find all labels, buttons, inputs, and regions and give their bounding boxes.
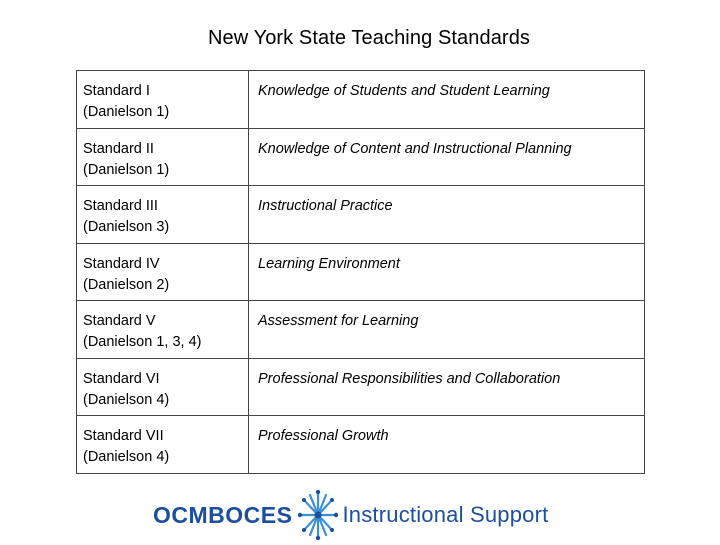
logo-boces-text: BOCES	[208, 501, 293, 528]
standard-name: Standard VI	[83, 370, 160, 387]
table-row	[77, 416, 645, 474]
danielson-ref: (Danielson 1, 3, 4)	[83, 334, 202, 350]
standard-name: Standard IV	[83, 255, 160, 272]
standard-description: Instructional Practice	[249, 186, 645, 244]
standard-description: Professional Responsibilities and Collaboration	[249, 358, 645, 416]
standard-cell	[77, 71, 249, 129]
standard-description: Assessment for Learning	[249, 301, 645, 359]
danielson-ref: (Danielson 4)	[83, 391, 170, 408]
standard-description: Knowledge of Content and Instructional Planning	[249, 128, 645, 186]
standard-cell	[77, 358, 249, 416]
page-title: New York State Teaching Standards	[207, 27, 531, 49]
standard-cell	[77, 128, 249, 186]
table-row	[77, 186, 645, 244]
starburst-icon	[298, 490, 338, 540]
danielson-ref: (Danielson 1)	[83, 161, 170, 178]
standard-name: Standard V	[83, 313, 156, 329]
standards-table	[76, 70, 645, 474]
standard-name: Standard I	[83, 83, 150, 99]
danielson-ref: (Danielson 4)	[83, 449, 170, 465]
standard-name: Standard II	[83, 140, 154, 157]
standard-name: Standard VII	[83, 428, 164, 444]
table-row	[77, 358, 645, 416]
danielson-ref: (Danielson 2)	[83, 276, 170, 293]
standard-name: Standard III	[83, 198, 158, 214]
ocmboces-logo	[153, 490, 548, 540]
standard-description: Professional Growth	[249, 416, 645, 474]
standard-cell	[77, 186, 249, 244]
logo-ocm-text: OCM	[153, 501, 209, 528]
table-row	[77, 71, 645, 129]
standard-description: Knowledge of Students and Student Learning	[249, 71, 645, 129]
standard-cell	[77, 243, 249, 301]
danielson-ref: (Danielson 1)	[83, 104, 170, 120]
danielson-ref: (Danielson 3)	[83, 219, 170, 235]
table-row	[77, 243, 645, 301]
logo-tagline: Instructional Support	[342, 502, 549, 527]
table-row	[77, 301, 645, 359]
standard-cell	[77, 416, 249, 474]
standard-description: Learning Environment	[249, 243, 645, 301]
standard-cell	[77, 301, 249, 359]
table-row	[77, 128, 645, 186]
